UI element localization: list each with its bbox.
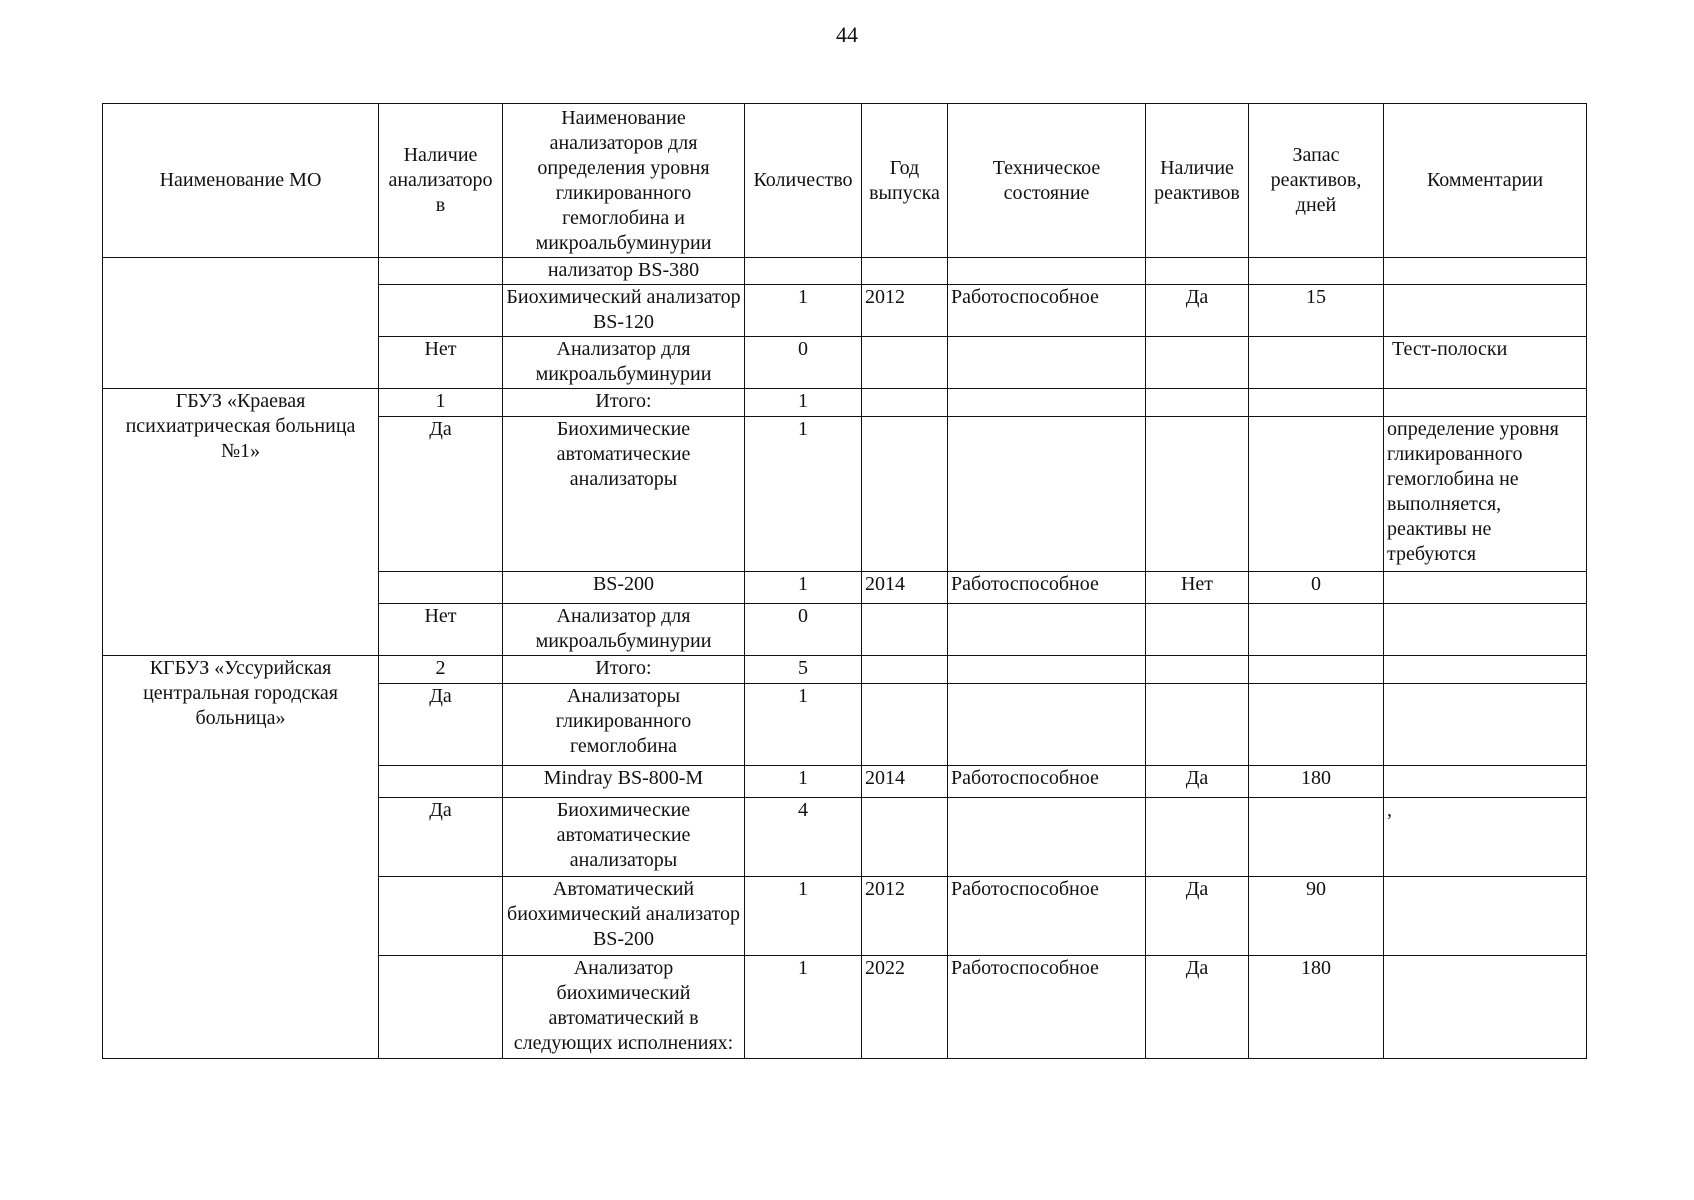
- presence-cell: [379, 956, 503, 1059]
- state-cell: Работоспособное: [948, 956, 1146, 1059]
- comment-cell: [1384, 877, 1587, 956]
- stock-cell: [1249, 337, 1384, 389]
- state-cell: Работоспособное: [948, 285, 1146, 337]
- quantity-cell: [745, 258, 862, 285]
- year-cell: [862, 684, 948, 766]
- state-cell: [948, 798, 1146, 877]
- analyzer-name-cell: Итого:: [503, 389, 745, 417]
- analyzer-name-cell: Анализатор для микроальбуминурии: [503, 604, 745, 656]
- year-cell: 2022: [862, 956, 948, 1059]
- quantity-cell: 0: [745, 604, 862, 656]
- presence-cell: Да: [379, 417, 503, 572]
- year-cell: [862, 337, 948, 389]
- stock-cell: [1249, 656, 1384, 684]
- header-comments: Комментарии: [1384, 104, 1587, 258]
- state-cell: [948, 417, 1146, 572]
- state-cell: [948, 337, 1146, 389]
- stock-cell: 15: [1249, 285, 1384, 337]
- quantity-cell: 1: [745, 684, 862, 766]
- state-cell: [948, 389, 1146, 417]
- quantity-cell: 1: [745, 877, 862, 956]
- presence-cell: Да: [379, 684, 503, 766]
- state-cell: [948, 258, 1146, 285]
- stock-cell: [1249, 798, 1384, 877]
- header-analyzer-presence: Наличие анализаторо в: [379, 104, 503, 258]
- comment-cell: [1384, 656, 1587, 684]
- quantity-cell: 0: [745, 337, 862, 389]
- state-cell: Работоспособное: [948, 877, 1146, 956]
- stock-cell: [1249, 417, 1384, 572]
- reagents-cell: [1146, 258, 1249, 285]
- reagents-cell: Да: [1146, 956, 1249, 1059]
- presence-cell: 1: [379, 389, 503, 417]
- state-cell: Работоспособное: [948, 572, 1146, 604]
- analyzer-name-cell: Биохимические автоматические анализаторы: [503, 417, 745, 572]
- comment-cell: [1384, 604, 1587, 656]
- presence-cell: [379, 258, 503, 285]
- stock-cell: [1249, 258, 1384, 285]
- quantity-cell: 1: [745, 417, 862, 572]
- presence-cell: Да: [379, 798, 503, 877]
- stock-cell: [1249, 604, 1384, 656]
- reagents-cell: Нет: [1146, 572, 1249, 604]
- state-cell: [948, 656, 1146, 684]
- analyzer-name-cell: Анализатор для микроальбуминурии: [503, 337, 745, 389]
- analyzer-name-cell: Анализатор биохимический автоматический в следующих исполнениях:: [503, 956, 745, 1059]
- quantity-cell: 1: [745, 389, 862, 417]
- quantity-cell: 1: [745, 956, 862, 1059]
- reagents-cell: [1146, 337, 1249, 389]
- comment-cell: [1384, 258, 1587, 285]
- analyzer-name-cell: BS-200: [503, 572, 745, 604]
- comment-cell: [1384, 956, 1587, 1059]
- reagents-cell: Да: [1146, 877, 1249, 956]
- state-cell: Работоспособное: [948, 766, 1146, 798]
- reagents-cell: [1146, 684, 1249, 766]
- stock-cell: [1249, 684, 1384, 766]
- reagents-cell: [1146, 656, 1249, 684]
- header-analyzer-names: Наименование анализаторов для определения уровня гликированного гемоглобина и микроальбуминурии: [503, 104, 745, 258]
- comment-cell: [1384, 285, 1587, 337]
- comment-cell: Тест-полоски: [1384, 337, 1587, 389]
- header-year: Год выпуска: [862, 104, 948, 258]
- presence-cell: [379, 766, 503, 798]
- reagents-cell: [1146, 604, 1249, 656]
- reagents-cell: Да: [1146, 766, 1249, 798]
- year-cell: [862, 389, 948, 417]
- presence-cell: Нет: [379, 337, 503, 389]
- header-reagent-stock: Запас реактивов, дней: [1249, 104, 1384, 258]
- comment-cell: [1384, 684, 1587, 766]
- analyzers-table: [102, 103, 1587, 1059]
- stock-cell: [1249, 389, 1384, 417]
- year-cell: [862, 656, 948, 684]
- year-cell: 2012: [862, 877, 948, 956]
- presence-cell: Нет: [379, 604, 503, 656]
- year-cell: 2012: [862, 285, 948, 337]
- table-row: [103, 258, 1587, 285]
- reagents-cell: Да: [1146, 285, 1249, 337]
- analyzer-name-cell: Автоматический биохимический анализатор BS-200: [503, 877, 745, 956]
- header-quantity: Количество: [745, 104, 862, 258]
- reagents-cell: [1146, 417, 1249, 572]
- quantity-cell: 4: [745, 798, 862, 877]
- presence-cell: 2: [379, 656, 503, 684]
- quantity-cell: 1: [745, 766, 862, 798]
- state-cell: [948, 684, 1146, 766]
- comment-cell: ,: [1384, 798, 1587, 877]
- reagents-cell: [1146, 389, 1249, 417]
- header-reagents: Наличие реактивов: [1146, 104, 1249, 258]
- header-technical-state: Техническое состояние: [948, 104, 1146, 258]
- stock-cell: 0: [1249, 572, 1384, 604]
- year-cell: [862, 258, 948, 285]
- analyzer-name-cell: Mindray BS-800-M: [503, 766, 745, 798]
- comment-cell: определение уровня гликированного гемоглобина не выполняется, реактивы не требуются: [1384, 417, 1587, 572]
- presence-cell: [379, 877, 503, 956]
- stock-cell: 180: [1249, 956, 1384, 1059]
- mo-name-cell: КГБУЗ «Уссурийская центральная городская больница»: [103, 656, 379, 1059]
- quantity-cell: 1: [745, 285, 862, 337]
- year-cell: 2014: [862, 572, 948, 604]
- analyzer-name-cell: Биохимический анализатор BS-120: [503, 285, 745, 337]
- quantity-cell: 5: [745, 656, 862, 684]
- year-cell: [862, 417, 948, 572]
- table-row: [103, 656, 1587, 684]
- presence-cell: [379, 285, 503, 337]
- state-cell: [948, 604, 1146, 656]
- analyzer-name-cell: нализатор BS-380: [503, 258, 745, 285]
- quantity-cell: 1: [745, 572, 862, 604]
- comment-cell: [1384, 572, 1587, 604]
- comment-cell: [1384, 389, 1587, 417]
- reagents-cell: [1146, 798, 1249, 877]
- year-cell: [862, 798, 948, 877]
- header-mo-name: Наименование МО: [103, 104, 379, 258]
- year-cell: [862, 604, 948, 656]
- stock-cell: 90: [1249, 877, 1384, 956]
- stock-cell: 180: [1249, 766, 1384, 798]
- analyzer-name-cell: Биохимические автоматические анализаторы: [503, 798, 745, 877]
- mo-name-cell: [103, 258, 379, 389]
- analyzer-name-cell: Анализаторы гликированного гемоглобина: [503, 684, 745, 766]
- page-number: 44: [836, 22, 858, 47]
- presence-cell: [379, 572, 503, 604]
- comment-cell: [1384, 766, 1587, 798]
- analyzer-name-cell: Итого:: [503, 656, 745, 684]
- table-row: [103, 389, 1587, 417]
- year-cell: 2014: [862, 766, 948, 798]
- mo-name-cell: ГБУЗ «Краевая психиатрическая больница №1»: [103, 389, 379, 656]
- header-row: [103, 104, 1587, 258]
